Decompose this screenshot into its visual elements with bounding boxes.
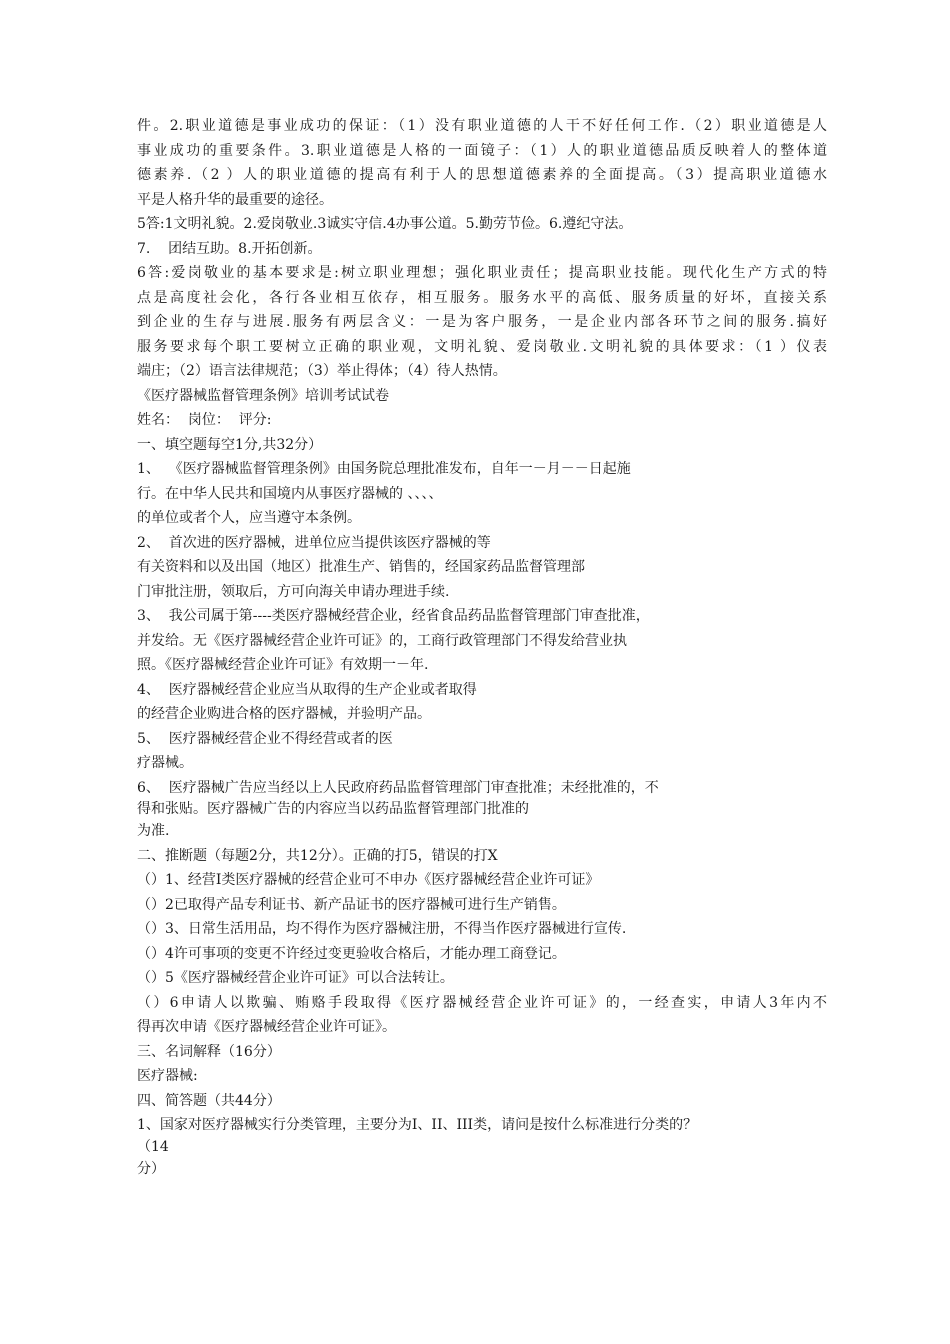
text-line: 得再次申请《医疗器械经营企业许可证》。: [137, 1019, 396, 1035]
text-line: 照。《医疗器械经营企业许可证》有效期一－年.: [137, 657, 429, 673]
text-line: 二、推断题（每题2分，共12分）。正确的打5，错误的打X: [137, 847, 498, 864]
text-line: 3、 我公司属于第----类医疗器械经营企业，经省食品药品监督管理部门审查批准，: [137, 608, 650, 624]
text-line: （）2已取得产品专利证书、新产品证书的医疗器械可进行生产销售。: [137, 896, 566, 913]
text-line: （）3、日常生活用品，均不得作为医疗器械注册，不得当作医疗器械进行宣传.: [137, 921, 627, 937]
text-line: （）5《医疗器械经营企业许可证》可以合法转让。: [137, 970, 454, 986]
text-line: （）1、经营Ⅰ类医疗器械的经营企业可不申办《医疗器械经营企业许可证》: [137, 872, 600, 888]
text-line: 4、 医疗器械经营企业应当从取得的生产企业或者取得: [137, 681, 477, 698]
text-line: 到企业的生存与进展.服务有两层含义：一是为客户服务，一是企业内部各环节之间的服务.搞好: [137, 314, 827, 330]
document-page: [137, 114, 827, 1181]
text-line: 点是高度社会化，各行各业相互依存，相互服务。服务水平的高低、服务质量的好坏，直接关系: [137, 289, 827, 306]
text-line: 6、 医疗器械广告应当经以上人民政府药品监督管理部门审查批准；未经批准的，不: [137, 779, 659, 796]
text-line: 《医疗器械监督管理条例》培训考试试卷: [137, 387, 389, 404]
text-line: 的经营企业购进合格的医疗器械，并验明产品。: [137, 706, 431, 722]
text-line: 1、 《医疗器械监督管理条例》由国务院总理批准发布，自年一－月－－日起施: [137, 461, 631, 477]
text-line: 姓名： 岗位： 评分:: [137, 412, 272, 428]
text-line: 5、 医疗器械经营企业不得经营或者的医: [137, 730, 393, 747]
text-line: 行。在中华人民共和国境内从事医疗器械的 、、、、: [137, 485, 443, 502]
text-line: 端庄；（2）语言法律规范；（3）举止得体；（4）待人热情。: [137, 363, 507, 379]
text-line: 5答:1文明礼貌。2.爱岗敬业.3诚实守信.4办事公道。5.勤劳节俭。6.遵纪守法。: [137, 216, 633, 232]
text-line: 疗器械。: [137, 755, 193, 771]
text-line: （14: [137, 1138, 169, 1155]
text-line: 有关资料和以及出国（地区）批准生产、销售的，经国家药品监督管理部: [137, 559, 585, 575]
text-line: 门审批注册，领取后，方可向海关申请办理进手续.: [137, 583, 450, 600]
text-line: 7. 团结互助。8.开拓创新。: [137, 240, 322, 257]
text-line: 医疗器械:: [137, 1068, 198, 1084]
text-line: 并发给。无《医疗器械经营企业许可证》的，工商行政管理部门不得发给营业执: [137, 632, 627, 649]
text-line: 6答:爱岗敬业的基本要求是:树立职业理想；强化职业责任；提高职业技能。现代化生产方式的特: [137, 265, 827, 281]
text-line: 事业成功的重要条件。3.职业道德是人格的一面镜子：（1）人的职业道德品质反映着人的整体道: [137, 142, 827, 159]
text-line: 服务要求每个职工要树立正确的职业观，文明礼貌、爱岗敬业.文明礼貌的具体要求：（1 ）仪表: [137, 338, 827, 355]
text-line: 四、简答题（共44分）: [137, 1092, 281, 1109]
text-line: 德素养.（2 ）人的职业道德的提高有利于人的思想道德素养的全面提高。（3）提高职业道德水: [137, 167, 827, 183]
text-line: 的单位或者个人，应当遵守本条例。: [137, 510, 361, 526]
text-line: 得和张贴。医疗器械广告的内容应当以药品监督管理部门批准的: [137, 801, 529, 817]
text-line: 为准.: [137, 823, 170, 839]
text-line: 三、名词解释（16分）: [137, 1043, 281, 1060]
text-line: （）4许可事项的变更不许经过变更验收合格后，才能办理工商登记。: [137, 945, 566, 962]
text-line: 2、 首次进的医疗器械，进单位应当提供该医疗器械的等: [137, 534, 491, 551]
text-line: 平是人格升华的最重要的途径。: [137, 191, 333, 208]
text-line: 分）: [137, 1160, 165, 1177]
text-line: 件。2.职业道德是事业成功的保证：（1）没有职业道德的人干不好任何工作.（2）职业道德是人: [137, 118, 827, 134]
text-line: （）6申请人以欺骗、贿赂手段取得《医疗器械经营企业许可证》的，一经查实，申请人3年内不: [137, 994, 827, 1011]
text-line: 一、填空题每空1分,共32分）: [137, 436, 323, 453]
text-line: 1、国家对医疗器械实行分类管理，主要分为Ⅰ、II、III类，请问是按什么标准进行分类的？: [137, 1117, 698, 1133]
